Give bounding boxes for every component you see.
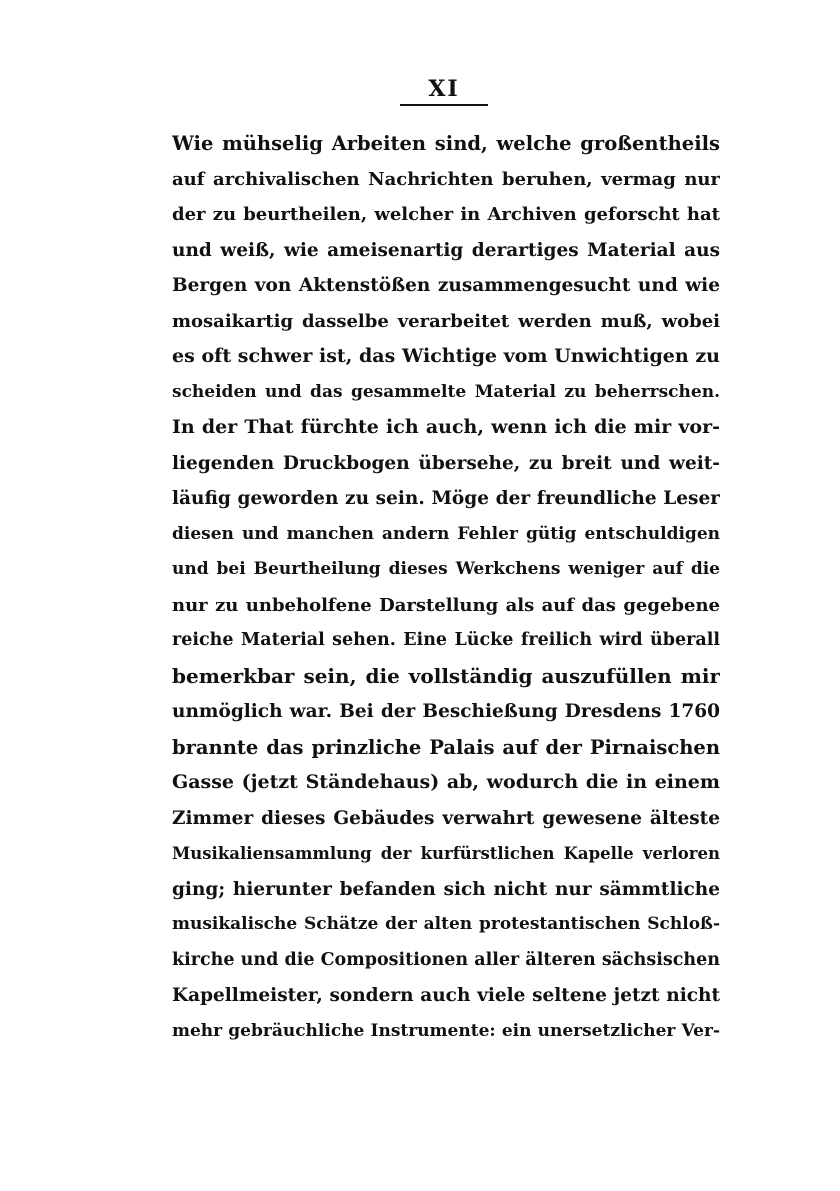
- body-text: [172, 126, 720, 1049]
- page-number: XI: [428, 76, 460, 102]
- text-line: In der That fürchte ich auch, wenn ich die mir vor-: [172, 416, 720, 438]
- text-line: läufig geworden zu sein. Möge der freundliche Leser: [172, 488, 720, 509]
- text-line: reiche Material sehen. Eine Lücke freilich wird überall: [172, 630, 720, 650]
- text-line: Gasse (jetzt Ständehaus) ab, wodurch die in einem: [172, 771, 720, 793]
- text-line: der zu beurtheilen, welcher in Archiven geforscht hat: [172, 204, 720, 225]
- text-line: mosaikartig dasselbe verarbeitet werden muß, wobei: [172, 310, 720, 332]
- text-line: liegenden Druckbogen übersehe, zu breit und weit-: [172, 452, 720, 474]
- text-line: diesen und manchen andern Fehler gütig entschuldigen: [172, 523, 720, 544]
- text-line: nur zu unbeholfene Darstellung als auf das gegebene: [172, 594, 720, 616]
- text-line: ging; hierunter befanden sich nicht nur sämmtliche: [172, 878, 720, 900]
- text-line: und bei Beurtheilung dieses Werkchens weniger auf die: [172, 559, 720, 579]
- text-line: es oft schwer ist, das Wichtige vom Unwichtigen zu: [172, 345, 720, 367]
- text-line: musikalische Schätze der alten protestantischen Schloß-: [172, 914, 720, 934]
- text-line: auf archivalischen Nachrichten beruhen, vermag nur: [172, 168, 720, 190]
- text-line: unmöglich war. Bei der Beschießung Dresdens 1760: [172, 701, 720, 722]
- text-line: bemerkbar sein, die vollständig auszufüllen mir: [172, 663, 720, 688]
- text-line: und weiß, wie ameisenartig derartiges Material aus: [172, 239, 720, 261]
- text-line: Wie mühselig Arbeiten sind, welche großentheils: [172, 132, 720, 155]
- header-rule: [400, 104, 488, 106]
- text-line: Bergen von Aktenstößen zusammengesucht und wie: [172, 275, 720, 296]
- text-line: kirche und die Compositionen aller älteren sächsischen: [172, 949, 720, 970]
- text-line: Kapellmeister, sondern auch viele seltene jetzt nicht: [172, 985, 720, 1006]
- text-line: mehr gebräuchliche Instrumente: ein unersetzlicher Ver-: [172, 1020, 720, 1041]
- text-line: brannte das prinzliche Palais auf der Pirnaischen: [172, 735, 720, 759]
- text-line: scheiden und das gesammelte Material zu beherrschen.: [172, 381, 720, 402]
- text-line: Zimmer dieses Gebäudes verwahrt gewesene älteste: [172, 807, 720, 829]
- text-line: Musikaliensammlung der kurfürstlichen Kapelle verloren: [172, 844, 720, 863]
